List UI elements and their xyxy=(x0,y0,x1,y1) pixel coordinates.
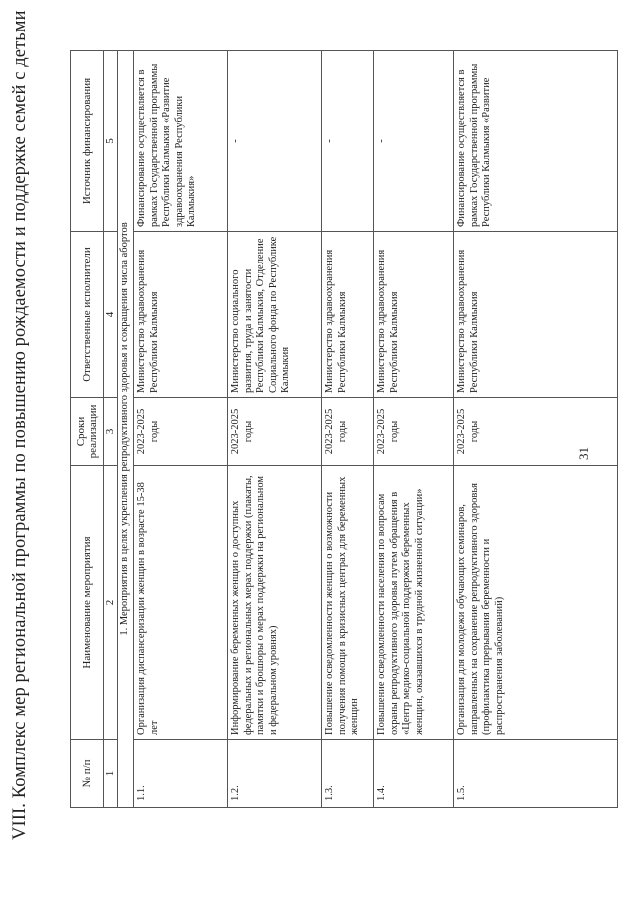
measure-name: Организация для молодежи обучающих семинаров, направленных на сохранение репродуктивного здоровья (профилактика прерывания беременности и распространения заболеваний) xyxy=(454,466,618,740)
executor: Министерство здравоохранения Республики Калмыкия xyxy=(134,232,228,398)
table-row xyxy=(228,51,322,808)
section-row xyxy=(118,51,134,808)
period: 2023-2025 годы xyxy=(134,398,228,466)
executor: Министерство здравоохранения Республики Калмыкия xyxy=(454,232,618,398)
column-number: 3 xyxy=(104,398,118,466)
executor: Министерство здравоохранения Республики Калмыкия xyxy=(322,232,374,398)
finance-source: - xyxy=(228,51,322,232)
measure-name: Повышение осведомленности женщин о возможности получения помощи в кризисных центрах для беременных женщин xyxy=(322,466,374,740)
finance-source: - xyxy=(322,51,374,232)
measure-name: Повышение осведомленности населения по вопросам охраны репродуктивного здоровья путем обращения в «Центр медико-социальной поддержки беременных женщин, оказавшихся в трудной жизненной ситуации» xyxy=(374,466,454,740)
column-number: 4 xyxy=(104,232,118,398)
header-measure-name: Наименование мероприятия xyxy=(71,466,104,740)
column-number-row xyxy=(104,51,118,808)
table-row xyxy=(322,51,374,808)
row-number: 1.3. xyxy=(322,740,374,808)
measure-name: Организация диспансеризации женщин в возрасте 15-38 лет xyxy=(134,466,228,740)
page-number: 31 xyxy=(576,447,591,460)
executor: Министерство социального развития, труда и занятости Республики Калмыкия, Отделение Социального фонда по Республике Калмыкия xyxy=(228,232,322,398)
row-number: 1.4. xyxy=(374,740,454,808)
column-number: 1 xyxy=(104,740,118,808)
column-number: 5 xyxy=(104,51,118,232)
measures-table xyxy=(70,50,618,808)
period: 2023-2025 годы xyxy=(454,398,618,466)
section-title: 1. Мероприятия в целях укрепления репродуктивного здоровья и сокращения числа абортов xyxy=(118,51,134,808)
table-row xyxy=(454,51,618,808)
finance-source: - xyxy=(374,51,454,232)
finance-source: Финансирование осуществляется в рамках Государственной программы Республики Калмыкия «Развитие здравоохранения Республики Калмыкия» xyxy=(134,51,228,232)
executor: Министерство здравоохранения Республики Калмыкия xyxy=(374,232,454,398)
table-row xyxy=(134,51,228,808)
row-number: 1.2. xyxy=(228,740,322,808)
row-number: 1.5. xyxy=(454,740,618,808)
period: 2023-2025 годы xyxy=(322,398,374,466)
finance-source: Финансирование осуществляется в рамках Государственной программы Республики Калмыкия «Развитие xyxy=(454,51,618,232)
measure-name: Информирование беременных женщин о доступных федеральных и региональных мерах поддержки (плакаты, памятки и брошюры о мерах поддержки на региональном и федеральном уровнях) xyxy=(228,466,322,740)
column-number: 2 xyxy=(104,466,118,740)
table-row xyxy=(374,51,454,808)
header-finance: Источник финансирования xyxy=(71,51,104,232)
header-period: Сроки реализации xyxy=(71,398,104,466)
row-number: 1.1. xyxy=(134,740,228,808)
header-executor: Ответственные исполнители xyxy=(71,232,104,398)
period: 2023-2025 годы xyxy=(374,398,454,466)
table-header-row xyxy=(71,51,104,808)
header-number: № п/п xyxy=(71,740,104,808)
period: 2023-2025 годы xyxy=(228,398,322,466)
document-title: VIII. Комплекс мер региональной программы по повышению рождаемости и поддержке семей с детьми xyxy=(10,10,30,840)
